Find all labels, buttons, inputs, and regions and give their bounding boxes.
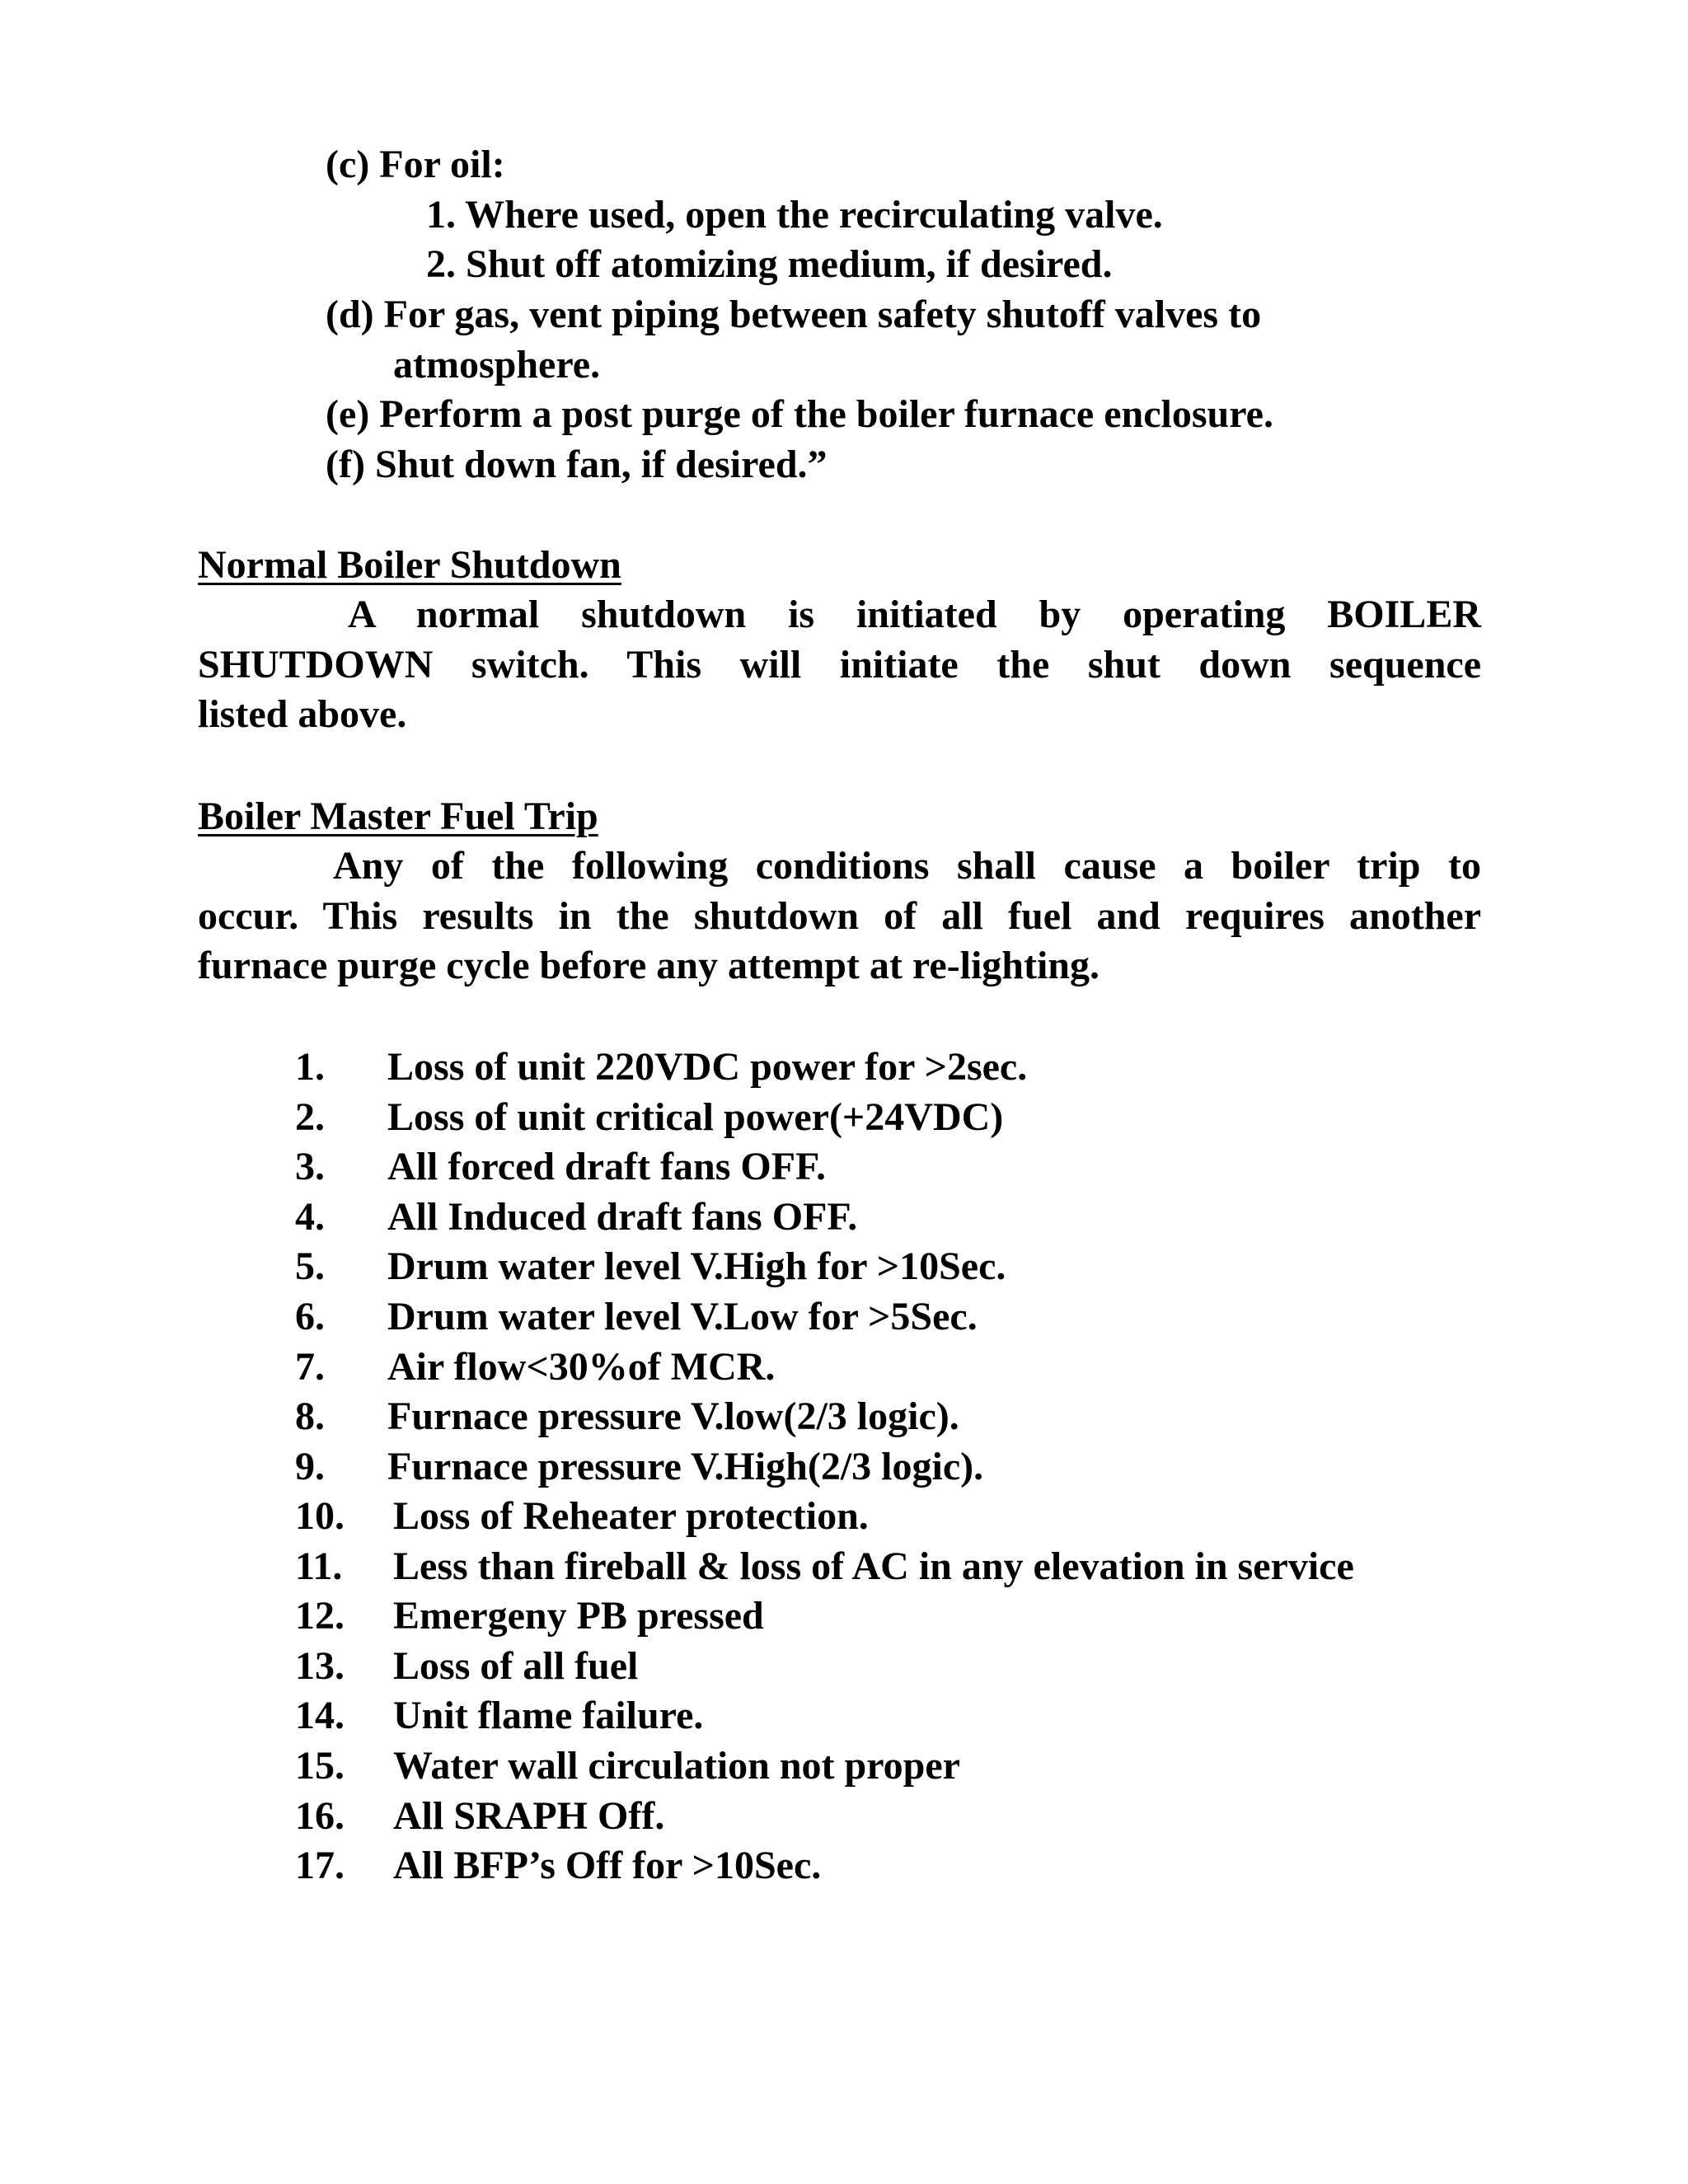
- list-item-number: 4.: [295, 1195, 325, 1239]
- list-item-number: 14.: [295, 1694, 345, 1737]
- list-item-text: Drum water level V.Low for >5Sec.: [387, 1295, 978, 1338]
- list-item-text: Less than fireball & loss of AC in any elevation in service: [393, 1544, 1354, 1588]
- list-item-number: 16.: [295, 1794, 345, 1838]
- oil-step-1: 1. Where used, open the recirculating valve.: [426, 193, 1163, 237]
- list-item-number: 5.: [295, 1244, 325, 1288]
- list-item-text: Water wall circulation not proper: [393, 1744, 960, 1788]
- list-item-number: 17.: [295, 1844, 345, 1887]
- list-item-number: 8.: [295, 1394, 325, 1438]
- fuel-trip-line-1: Any of the following conditions shall cause a boiler trip to: [333, 844, 1481, 888]
- list-item-text: Emergeny PB pressed: [393, 1594, 764, 1638]
- list-item-text: Unit flame failure.: [393, 1694, 704, 1737]
- list-item-text: All BFP’s Off for >10Sec.: [393, 1844, 822, 1887]
- master-fuel-trip-heading: Boiler Master Fuel Trip: [198, 794, 598, 838]
- list-item-number: 2.: [295, 1095, 325, 1139]
- list-item-number: 12.: [295, 1594, 345, 1638]
- fuel-trip-line-3: furnace purge cycle before any attempt at re-lighting.: [198, 944, 1100, 987]
- list-item-text: All forced draft fans OFF.: [387, 1145, 826, 1188]
- list-item-text: Air flow<30%of MCR.: [387, 1345, 776, 1389]
- fuel-trip-line-2: occur. This results in the shutdown of all fuel and requires another: [198, 894, 1481, 938]
- list-item-number: 7.: [295, 1345, 325, 1389]
- oil-step-2: 2. Shut off atomizing medium, if desired.: [426, 242, 1113, 286]
- list-item-text: All SRAPH Off.: [393, 1794, 665, 1838]
- list-item-number: 6.: [295, 1295, 325, 1338]
- list-item-text: Loss of unit 220VDC power for >2sec.: [387, 1045, 1028, 1089]
- normal-shutdown-heading: Normal Boiler Shutdown: [198, 543, 621, 587]
- list-item-text: Furnace pressure V.low(2/3 logic).: [387, 1394, 959, 1438]
- list-item-text: Furnace pressure V.High(2/3 logic).: [387, 1445, 984, 1488]
- list-item-number: 10.: [295, 1494, 345, 1538]
- list-item-text: Loss of Reheater protection.: [393, 1494, 869, 1538]
- gas-vent-line-1: (d) For gas, vent piping between safety shutoff valves to: [326, 293, 1262, 336]
- list-item-text: Loss of unit critical power(+24VDC): [387, 1095, 1004, 1139]
- list-item-number: 15.: [295, 1744, 345, 1788]
- list-item-text: Loss of all fuel: [393, 1644, 639, 1688]
- oil-heading: (c) For oil:: [326, 143, 505, 186]
- list-item-number: 9.: [295, 1445, 325, 1488]
- normal-shutdown-line-1: A normal shutdown is initiated by operating BOILER: [348, 593, 1481, 636]
- post-purge-line: (e) Perform a post purge of the boiler furnace enclosure.: [326, 392, 1273, 436]
- list-item-number: 11.: [295, 1544, 343, 1588]
- list-item-number: 13.: [295, 1644, 345, 1688]
- gas-vent-line-2: atmosphere.: [393, 343, 601, 387]
- list-item-number: 3.: [295, 1145, 325, 1188]
- normal-shutdown-line-3: listed above.: [198, 692, 407, 736]
- list-item-text: Drum water level V.High for >10Sec.: [387, 1244, 1006, 1288]
- shut-fan-line: (f) Shut down fan, if desired.”: [326, 443, 828, 486]
- normal-shutdown-line-2: SHUTDOWN switch. This will initiate the shut down sequence: [198, 643, 1481, 687]
- list-item-number: 1.: [295, 1045, 325, 1089]
- list-item-text: All Induced draft fans OFF.: [387, 1195, 858, 1239]
